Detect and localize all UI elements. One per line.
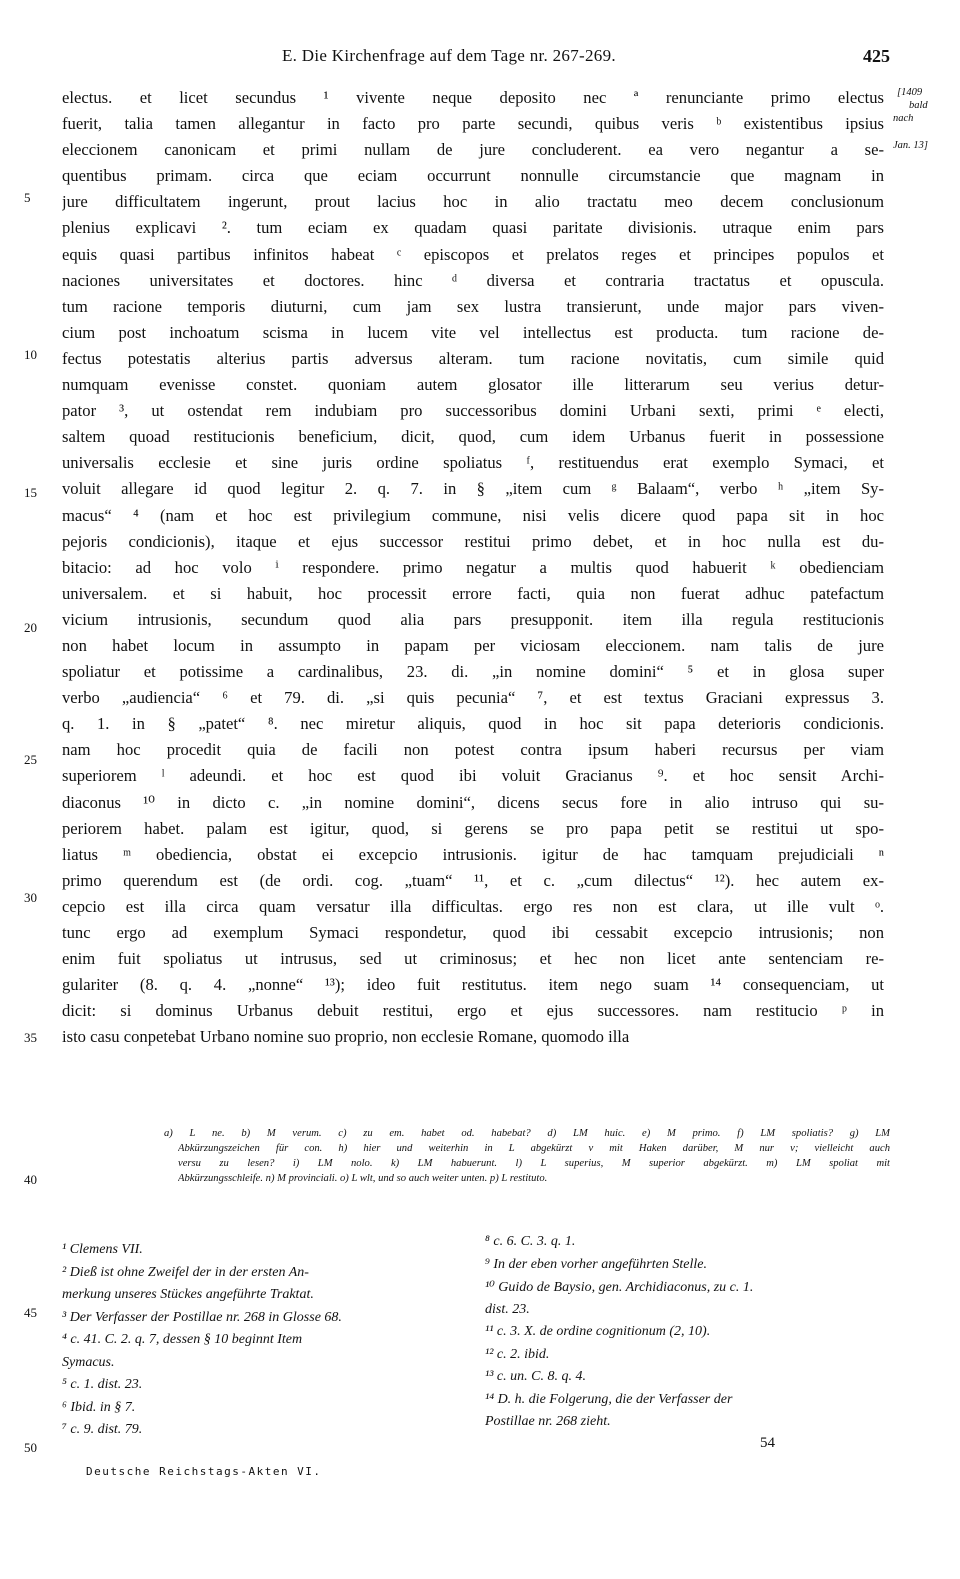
footnote: Symacus. [62,1354,115,1370]
text-line: eleccionem canonicam et primi nullam de jure concluderent. ea vero negantur a se- [62,140,884,160]
text-line: vicium intrusionis, secundum quod alia pars presupponit. item illa regula restitucionis [62,609,884,629]
footnotes-left-column [62,1242,460,1445]
footnote: ¹³ c. un. C. 8. q. 4. [485,1369,586,1384]
footnote: ¹² c. 2. ibid. [485,1346,550,1362]
text-line: non habet locum in assumpto in papam per viciosam eleccionem. nam talis de jure [62,635,884,655]
text-line: primo querendum est (de ordi. cog. „tuam“ ¹¹, et c. „cum dilectus“ ¹²). hec autem ex- [62,870,884,890]
text-line: tunc ergo ad exemplum Symaci respondetur, quod ibi cessabit excepcio intrusionis; non [62,923,884,942]
line-number: 35 [24,1030,37,1045]
text-line: periorem habet. palam est igitur, quod, si gerens se pro papa petit se restitui ut spo- [62,818,884,838]
text-line: enim fuit spoliatus ut intrusus, sed ut criminosus; et hec non licet ante sentenciam re- [62,949,884,969]
text-line: naciones universitates et doctores. hinc ᵈ diversa et contraria tractatus et opuscula. [62,270,884,290]
printer-signature: 54 [760,1435,775,1451]
text-line: fuerit, talia tamen allegantur in facto pro parte secundi, quibus veris ᵇ existentibus ipsius [62,114,884,134]
apparatus-line: a) L ne. b) M verum. c) zu em. habet od. habebat? d) LM huic. e) M primo. f) LM spoliatis? g) LM [164,1128,890,1139]
text-line: numquam evenisse constet. quoniam autem glosator ille litterarum seu verius detur- [62,375,884,395]
footnote: Postillae nr. 268 zieht. [485,1414,611,1429]
line-number: 45 [24,1305,37,1320]
margin-note-line: [1409 [897,87,923,98]
text-line: gulariter (8. q. 4. „nonne“ ¹³); ideo fuit restitutus. item nego suam ¹⁴ consequenciam, ut [62,975,884,995]
line-number: 10 [24,347,37,362]
apparatus-line: versu zu lesen? i) LM nolo. k) LM habuerunt. l) L superius, M superior abgekürzt. m) LM spoliat mit [178,1158,890,1169]
text-line: superiorem ˡ adeundi. et hoc est quod ibi voluit Gracianus ⁹. et hoc sensit Archi- [62,766,884,786]
margin-note-line: bald [909,100,928,111]
main-text [62,88,884,1053]
line-number: 40 [24,1172,37,1187]
footnote: ¹⁴ D. h. die Folgerung, die der Verfasser der [485,1391,733,1407]
margin-note-line: nach [893,113,914,124]
text-line: universalem. et si habuit, hoc processit errore facti, quia non fuerat adhuc patefactum [62,583,884,603]
text-line: liatus ᵐ obediencia, obstat ei excepcio intrusionis. igitur de hac tamquam prejudiciali ⁿ [62,844,884,864]
text-line: fectus potestatis alterius partis adversus alteram. tum racione novitatis, cum simile quid [62,348,884,368]
text-line: bitacio: ad hoc volo ⁱ respondere. primo negatur a multis quod habuerit ᵏ obedienciam [62,557,884,577]
text-line: saltem quoad restitucionis beneficium, dicit, quod, cum idem Urbanus fuerit in possessione [62,427,884,447]
footer-imprint: Deutsche Reichstags-Akten VI. [86,1465,322,1478]
footnote: ¹ Clemens VII. [62,1242,143,1257]
text-line: isto casu conpetebat Urbano nomine suo proprio, non ecclesie Romane, quomodo illa [62,1027,630,1047]
footnotes-right-column [485,1234,885,1437]
text-line: quentibus primam. circa que eciam occurrunt nonnulle circumstancie que magnam in [62,166,884,186]
line-number: 50 [24,1440,37,1455]
footnote: ³ Der Verfasser der Postillae nr. 268 in Glosse 68. [62,1309,342,1325]
line-number: 5 [24,190,31,205]
footnote: ¹⁰ Guido de Baysio, gen. Archidiaconus, zu c. 1. [485,1280,754,1295]
text-line: voluit allegare id quod legitur 2. q. 7. in § „item cum ᵍ Balaam“, verbo ʰ „item Sy- [62,479,884,499]
footnote: ⁸ c. 6. C. 3. q. 1. [485,1234,576,1249]
footnote: merkung unseres Stückes angeführte Traktat. [62,1287,314,1302]
text-line: plenius explicavi ². tum eciam ex quadam quasi paritate divisionis. utraque enim pars [62,218,884,238]
line-number: 20 [24,620,37,635]
text-line: equis quasi partibus infinitos habeat ᶜ episcopos et prelatos reges et principes populos et [62,244,884,264]
footnote: ⁵ c. 1. dist. 23. [62,1377,143,1392]
text-line: q. 1. in § „patet“ ⁸. nec miretur aliquis, quod in hoc sit papa deterioris condicionis. [62,714,884,734]
text-line: universalis ecclesie et sine juris ordine spoliatus ᶠ, restituendus erat exemplo Symaci, et [62,453,884,473]
text-line: verbo „audiencia“ ⁶ et 79. di. „si quis pecunia“ ⁷, et est textus Graciani expressus 3. [62,688,884,708]
text-line: nam hoc procedit quia de facili non potest contra ipsum haberi recursus per viam [62,740,884,760]
footnote: ⁴ c. 41. C. 2. q. 7, dessen § 10 beginnt Item [62,1332,303,1347]
text-line: cepcio est illa circa quam versatur illa difficultas. ergo res non est clara, ut ille vult ᵒ. [62,896,884,916]
text-line: jure difficultatem ingerunt, prout lacius hoc in alio tractatu meo decem conclusionum [62,192,884,212]
text-line: diaconus ¹⁰ in dicto c. „in nomine domini“, dicens secus fore in alio intruso qui su- [62,792,884,812]
footnote: ² Dieß ist ohne Zweifel der in der ersten An- [62,1264,309,1280]
line-number: 15 [24,485,37,500]
apparatus-line: Abkürzungsschleife. n) M provinciali. o) L wlt, und so auch weiter unten. p) L restituto. [178,1173,548,1184]
footnote: ⁹ In der eben vorher angeführten Stelle. [485,1256,707,1272]
page-number: 425 [863,46,890,66]
footnote: ⁷ c. 9. dist. 79. [62,1422,143,1437]
text-line: electus. et licet secundus ¹ vivente neque deposito nec ª renunciante primo electus [62,88,884,107]
apparatus-line: Abkürzungszeichen für con. h) hier und weiterhin in L abgekürzt v mit Haken darüber, M nur v; vielleicht auch [178,1143,890,1154]
running-title: E. Die Kirchenfrage auf dem Tage nr. 267-269. [282,46,616,65]
text-line: tum racione temporis diuturni, cum jam sex lustra transierunt, unde major pars viven- [62,296,884,316]
critical-apparatus [164,1128,890,1188]
line-number: 30 [24,890,37,905]
text-line: cium post inchoatum scisma in lucem vite vel intellectus est producta. tum racione de- [62,322,884,342]
margin-note-line: Jan. 13] [893,140,928,151]
margin-date-note [893,86,953,152]
footnote: ¹¹ c. 3. X. de ordine cognitionum (2, 10). [485,1324,711,1339]
text-line: pator ³, ut ostendat rem indubiam pro successoribus domini Urbani sexti, primi ᵉ electi, [62,401,884,421]
footnote: ⁶ Ibid. in § 7. [62,1399,136,1415]
page-header [60,46,890,74]
text-line: dicit: si dominus Urbanus debuit restitui, ergo et ejus successores. nam restitucio ᵖ in [62,1001,884,1021]
text-line: pejoris condicionis), itaque et ejus successor restitui primo debet, et in hoc nulla est du- [62,531,884,551]
line-number: 25 [24,752,37,767]
text-line: macus“ ⁴ (nam et hoc est privilegium commune, nisi velis dicere quod papa sit in hoc [62,505,884,525]
footnote: dist. 23. [485,1301,530,1317]
text-line: spoliatur et potissime a cardinalibus, 23. di. „in nomine domini“ ⁵ et in glosa super [62,662,884,682]
